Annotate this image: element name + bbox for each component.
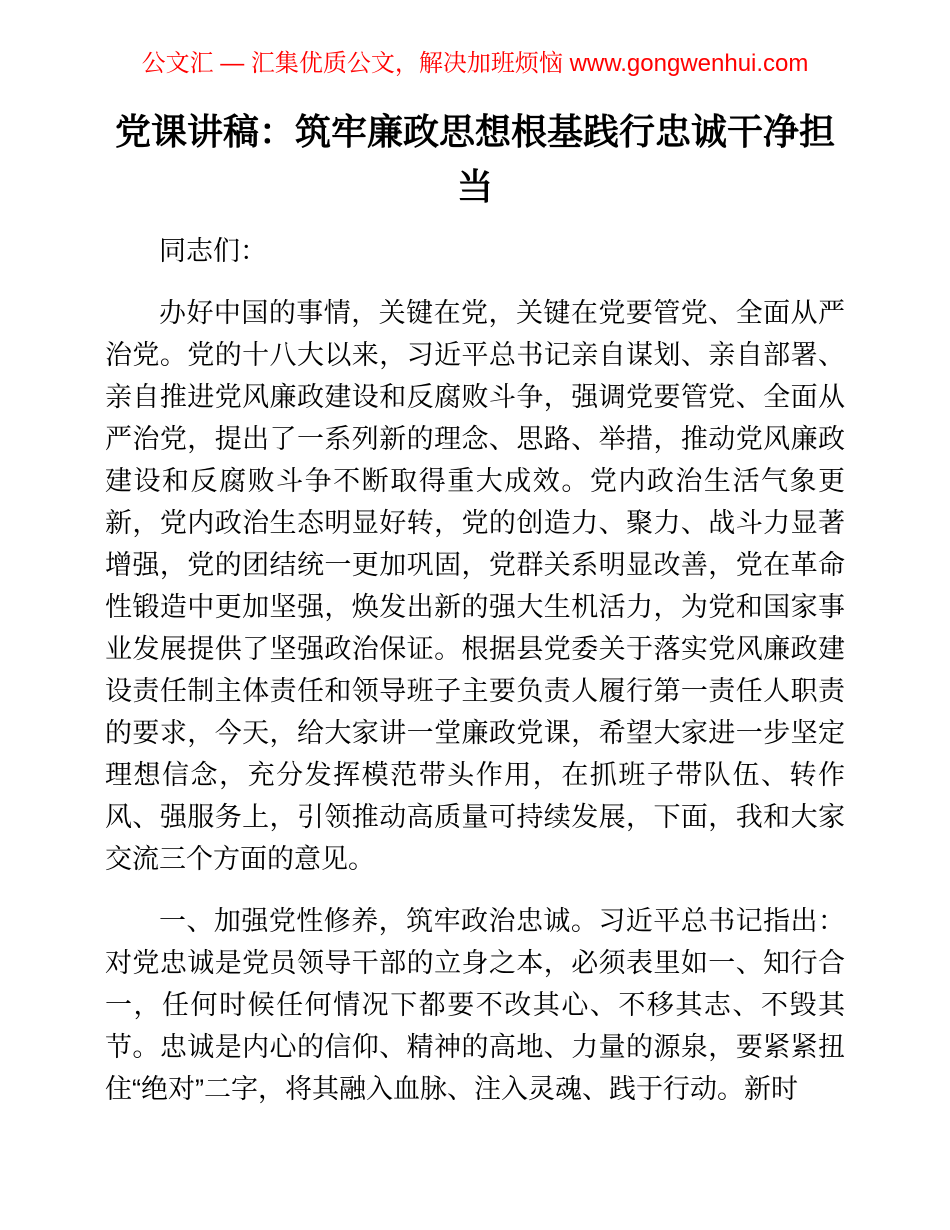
watermark-banner: 公文汇 — 汇集优质公文，解决加班烦恼 www.gongwenhui.com <box>141 50 809 77</box>
paragraph: 办好中国的事情，关键在党，关键在党要管党、全面从严治党。党的十八大以来，习近平总书记亲自谋划、亲自部署、亲自推进党风廉政建设和反腐败斗争，强调党要管党、全面从严治党，提出了一系列新的理念、思路、举措，推动党风廉政建设和反腐败斗争不断取得重大成效。党内政治生活气象更新，党内政治生态明显好转，党的创造力、聚力、战斗力显著增强，党的团结统一更加巩固，党群关系明显改善，党在革命性锻造中更加坚强，焕发出新的强大生机活力，为党和国家事业发展提供了坚强政治保证。根据县党委关于落实党风廉政建设责任制主体责任和领导班子主要负责人履行第一责任人职责的要求，今天，给大家讲一堂廉政党课，希望大家进一步坚定理想信念，充分发挥模范带头作用，在抓班子带队伍、转作风、强服务上，引领推动高质量可持续发展，下面，我和大家交流三个方面的意见。 <box>105 298 845 874</box>
document-title: 党课讲稿：筑牢廉政思想根基践行忠诚干净担当 <box>114 111 835 207</box>
paragraph: 同志们： <box>159 236 267 266</box>
paragraph: 一、加强党性修养，筑牢政治忠诚。习近平总书记指出：对党忠诚是党员领导干部的立身之本，必须表里如一、知行合一，任何时候任何情况下都要不改其心、不移其志、不毁其节。忠诚是内心的信仰、精神的高地、力量的源泉，要紧紧扭住“绝对”二字，将其融入血脉、注入灵魂、践于行动。新时 <box>105 906 845 1104</box>
document-body <box>105 230 845 1110</box>
